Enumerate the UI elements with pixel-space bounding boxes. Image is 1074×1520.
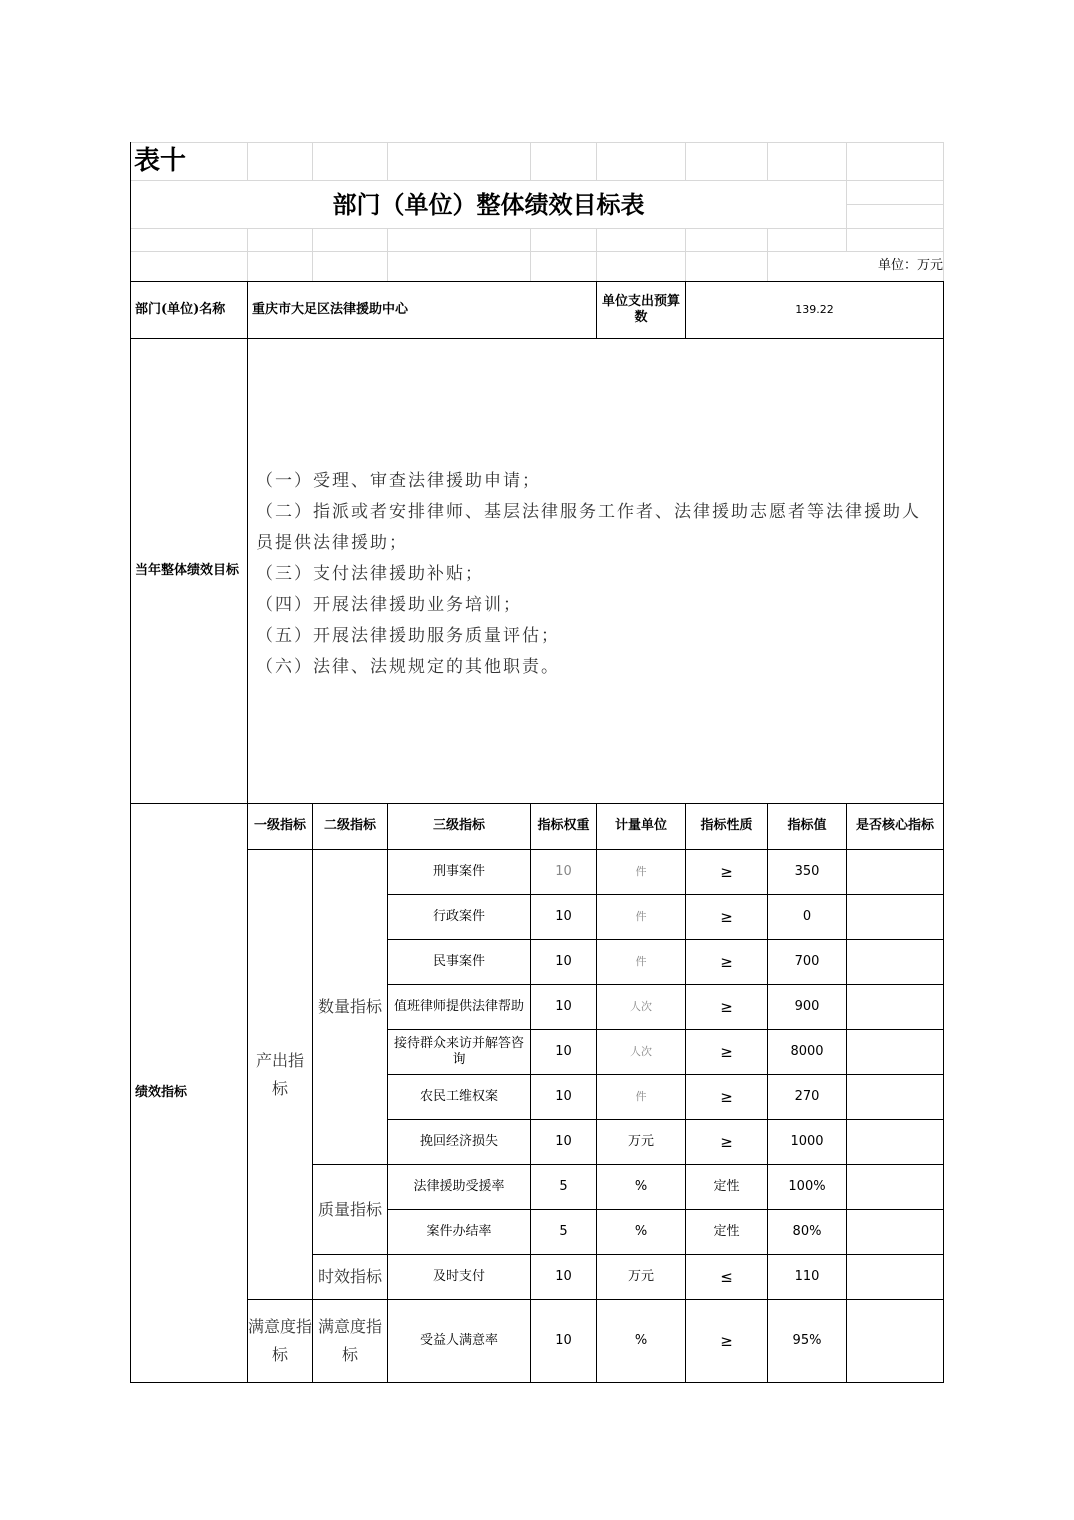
header-value: 指标值 [787, 818, 827, 834]
indicator-value: 1000 [790, 1133, 824, 1149]
header-unit: 计量单位 [614, 818, 667, 834]
indicator-nature: ≥ [720, 1331, 733, 1350]
level1-satisfaction [248, 1300, 312, 1382]
table-number: 表十 [134, 146, 187, 177]
indicator-core [847, 985, 943, 1029]
indicator-unit: 件 [635, 910, 647, 924]
indicator-weight: 5 [559, 1178, 568, 1194]
indicator-unit: % [634, 1223, 648, 1239]
level1-output-line1: 产出指 [255, 1050, 304, 1070]
level1-output-line2: 标 [271, 1078, 288, 1098]
indicator-unit: % [634, 1332, 648, 1348]
indicator-nature: ≤ [720, 1267, 733, 1286]
level1-satisfaction-line2: 标 [271, 1345, 288, 1364]
indicator-name: 及时支付 [432, 1268, 485, 1284]
indicator-value: 700 [794, 953, 820, 969]
dept-label: 部门(单位)名称 [135, 301, 226, 317]
indicator-nature: ≥ [720, 862, 733, 881]
goal-item: （五）开展法律援助服务质量评估； [256, 626, 560, 646]
indicator-unit: 人次 [630, 1045, 652, 1059]
indicator-weight: 10 [555, 1088, 572, 1104]
indicator-nature: ≥ [720, 1042, 733, 1061]
goal-list [256, 466, 936, 683]
goal-item: （六）法律、法规规定的其他职责。 [256, 657, 560, 677]
indicator-value: 110 [794, 1268, 820, 1284]
header-level1: 一级指标 [253, 818, 306, 834]
indicator-unit: % [634, 1178, 648, 1194]
indicator-value: 8000 [790, 1043, 824, 1059]
goal-item: （二）指派或者安排律师、基层法律服务工作者、法律援助志愿者等法律援助人员提供法律援助； [256, 502, 921, 553]
level1-satisfaction-line1: 满意度指 [248, 1317, 313, 1336]
level2-satisfaction-line1: 满意度指 [317, 1317, 382, 1336]
dept-name: 重庆市大足区法律援助中心 [252, 301, 409, 317]
indicator-core [847, 850, 943, 894]
indicator-name: 民事案件 [432, 953, 485, 969]
budget-label [597, 282, 685, 338]
perf-label: 绩效指标 [135, 1084, 188, 1100]
goal-item: （四）开展法律援助业务培训； [256, 595, 522, 615]
indicator-nature: 定性 [713, 1223, 740, 1239]
indicator-weight: 10 [555, 908, 572, 924]
indicator-core [847, 1165, 943, 1209]
indicator-name: 行政案件 [432, 908, 485, 924]
indicator-name: 挽回经济损失 [419, 1133, 498, 1149]
goal-item: （三）支付法律援助补贴； [256, 564, 484, 584]
goal-item: （一）受理、审查法律援助申请； [256, 471, 541, 491]
indicator-name: 刑事案件 [432, 863, 485, 879]
indicator-core [847, 1300, 943, 1382]
indicator-name: 接待群众来访并解答咨询 [393, 1035, 524, 1067]
indicator-value: 270 [794, 1088, 820, 1104]
budget-label-line2: 数 [634, 310, 648, 325]
indicator-weight: 10 [555, 863, 572, 879]
level2-satisfaction-line2: 标 [341, 1345, 358, 1364]
indicator-value: 900 [794, 998, 820, 1014]
indicator-nature: 定性 [713, 1178, 740, 1194]
page-title: 部门（单位）整体绩效目标表 [332, 189, 645, 219]
header-level3: 三级指标 [432, 818, 485, 834]
indicator-value: 100% [788, 1178, 826, 1194]
indicator-weight: 10 [555, 1133, 572, 1149]
indicator-weight: 10 [555, 998, 572, 1014]
indicator-unit: 件 [635, 865, 647, 879]
indicator-core [847, 1255, 943, 1299]
indicator-name: 值班律师提供法律帮助 [393, 998, 524, 1014]
unit-note: 单位：万元 [877, 258, 943, 274]
indicator-core [847, 1120, 943, 1164]
indicator-core [847, 1210, 943, 1254]
indicator-name: 受益人满意率 [419, 1332, 498, 1348]
indicator-weight: 10 [555, 953, 572, 969]
indicator-name: 法律援助受援率 [413, 1178, 505, 1194]
indicator-core [847, 1030, 943, 1074]
indicator-weight: 5 [559, 1223, 568, 1239]
header-core: 是否核心指标 [855, 818, 934, 834]
indicator-unit: 万元 [627, 1133, 654, 1149]
indicator-weight: 10 [555, 1043, 572, 1059]
indicator-nature: ≥ [720, 907, 733, 926]
indicator-core [847, 940, 943, 984]
budget-value: 139.22 [795, 303, 834, 317]
indicator-weight: 10 [555, 1268, 572, 1284]
indicator-core [847, 895, 943, 939]
budget-label-line1: 单位支出预算 [601, 293, 680, 309]
indicator-unit: 件 [635, 1090, 647, 1104]
indicator-nature: ≥ [720, 952, 733, 971]
level2-timeliness: 时效指标 [317, 1267, 382, 1286]
indicator-value: 80% [792, 1223, 822, 1239]
header-weight: 指标权重 [537, 818, 590, 834]
level2-quantity: 数量指标 [317, 997, 382, 1016]
indicator-weight: 10 [555, 1332, 572, 1348]
indicator-unit: 万元 [627, 1268, 654, 1284]
indicator-core [847, 1075, 943, 1119]
level1-output [248, 850, 312, 1299]
indicator-nature: ≥ [720, 1087, 733, 1106]
level2-satisfaction [313, 1300, 387, 1382]
indicator-unit: 人次 [630, 1000, 652, 1014]
goal-label: 当年整体绩效目标 [135, 562, 240, 578]
indicator-value: 95% [792, 1332, 822, 1348]
header-nature: 指标性质 [700, 818, 753, 834]
indicator-nature: ≥ [720, 1132, 733, 1151]
indicator-nature: ≥ [720, 997, 733, 1016]
indicator-name: 农民工维权案 [419, 1088, 498, 1104]
indicator-value: 350 [794, 863, 820, 879]
indicator-name: 案件办结率 [426, 1223, 492, 1239]
indicator-unit: 件 [635, 955, 647, 969]
indicator-value: 0 [802, 908, 812, 924]
header-level2: 二级指标 [323, 818, 376, 834]
level2-quality: 质量指标 [317, 1199, 382, 1219]
